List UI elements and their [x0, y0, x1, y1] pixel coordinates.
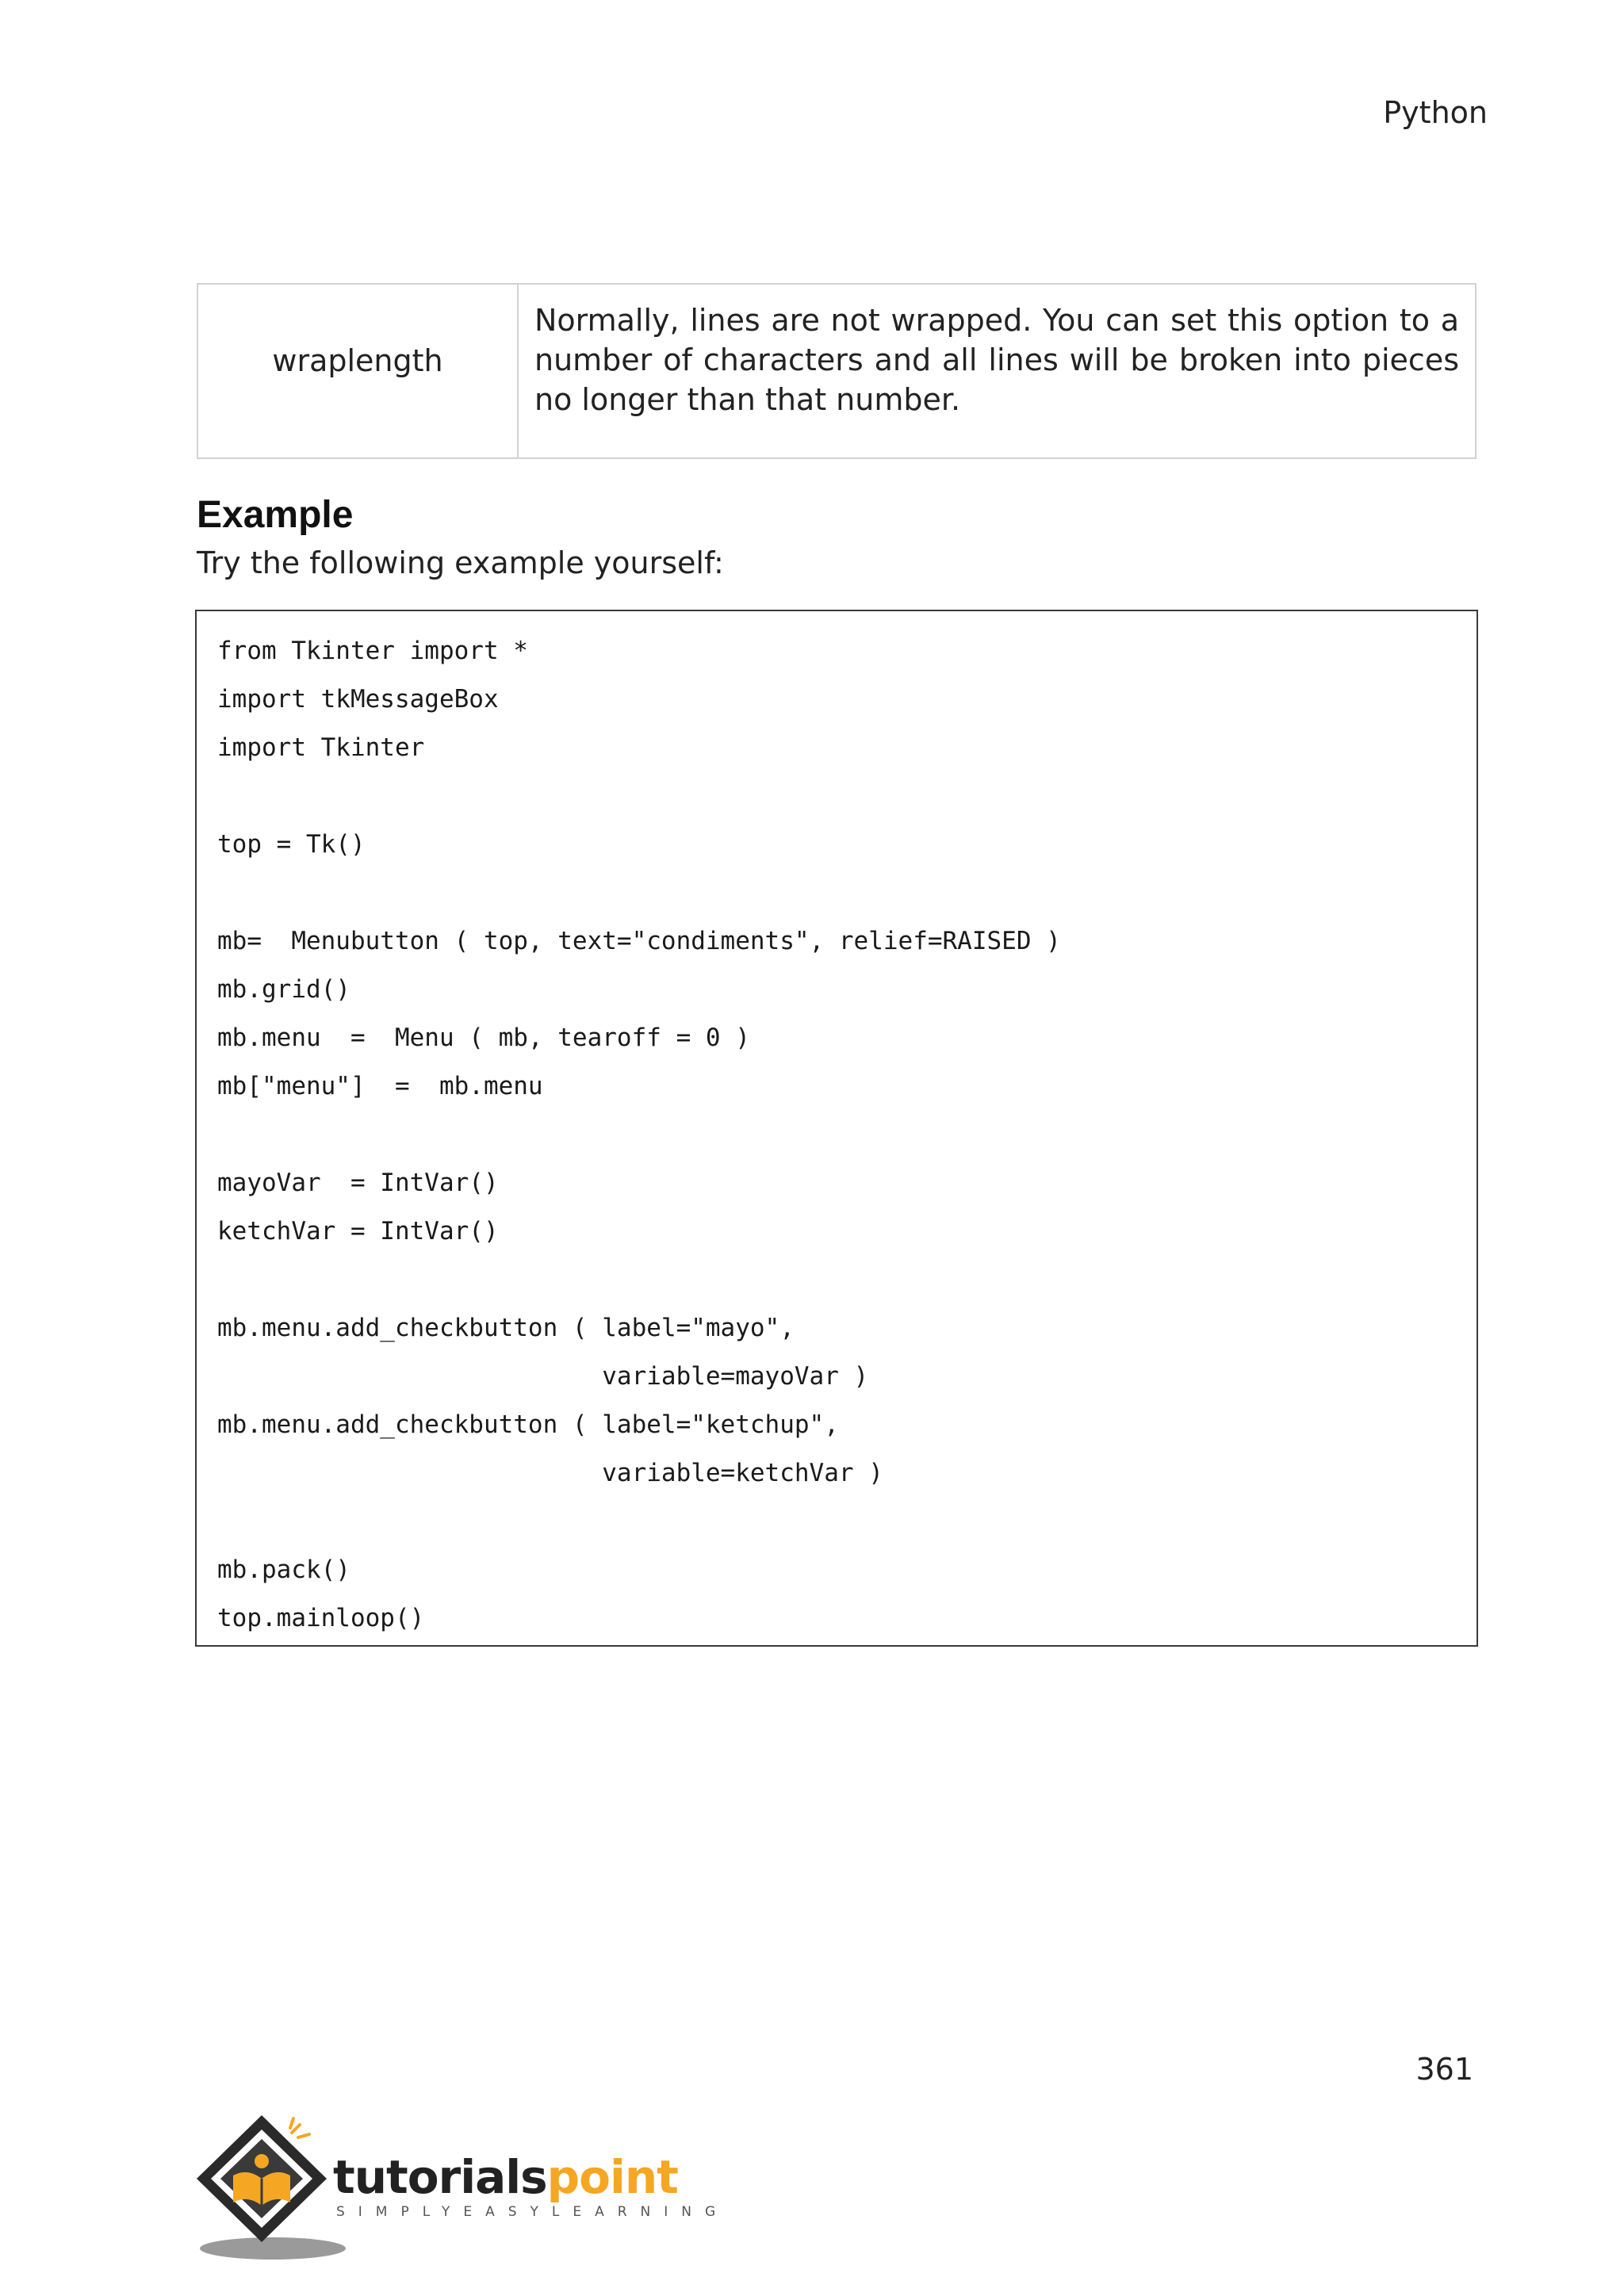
code-line: import tkMessageBox	[217, 685, 499, 714]
code-line: mb.grid()	[217, 975, 350, 1004]
code-line: mb.pack()	[217, 1556, 350, 1584]
code-line: variable=ketchVar )	[217, 1459, 883, 1487]
logo-word-part2: point	[546, 2150, 678, 2204]
option-name-cell: wraplength	[197, 284, 518, 458]
options-table	[197, 283, 1477, 459]
code-line: mb.menu = Menu ( mb, tearoff = 0 )	[217, 1024, 750, 1052]
code-line	[217, 1256, 1477, 1304]
code-line: import Tkinter	[217, 733, 425, 762]
code-line	[217, 1111, 1477, 1159]
logo-wordmark	[333, 2150, 678, 2204]
header-title: Python	[1383, 95, 1488, 130]
code-line: top = Tk()	[217, 830, 366, 859]
code-line	[217, 772, 1477, 821]
code-line: mayoVar = IntVar()	[217, 1169, 499, 1197]
section-heading: Example	[197, 494, 354, 536]
code-line: ketchVar = IntVar()	[217, 1217, 499, 1246]
code-line: mb= Menubutton ( top, text="condiments", relief=RAISED )	[217, 927, 1061, 955]
section-intro: Try the following example yourself:	[197, 545, 724, 580]
code-line: variable=mayoVar )	[217, 1362, 869, 1391]
code-line: mb["menu"] = mb.menu	[217, 1072, 543, 1100]
code-line: mb.menu.add_checkbutton ( label="ketchup",	[217, 1410, 839, 1439]
code-line	[217, 1498, 1477, 1546]
option-description-cell: Normally, lines are not wrapped. You can set this option to a number of characters and all lines will be broken into pieces no longer than that number.	[518, 284, 1476, 458]
code-line	[217, 869, 1477, 917]
code-line: top.mainloop()	[217, 1604, 425, 1632]
page-number: 361	[1415, 2052, 1473, 2087]
table-row	[197, 284, 1476, 458]
code-line: from Tkinter import *	[217, 637, 528, 665]
tutorialspoint-logo	[193, 2109, 730, 2267]
code-line: mb.menu.add_checkbutton ( label="mayo",	[217, 1314, 795, 1342]
logo-tagline: SIMPLYEASYLEARNING	[336, 2204, 730, 2220]
code-block	[195, 610, 1478, 1647]
logo-word-part1: tutorials	[333, 2150, 547, 2204]
logo-emblem-icon	[193, 2109, 352, 2267]
